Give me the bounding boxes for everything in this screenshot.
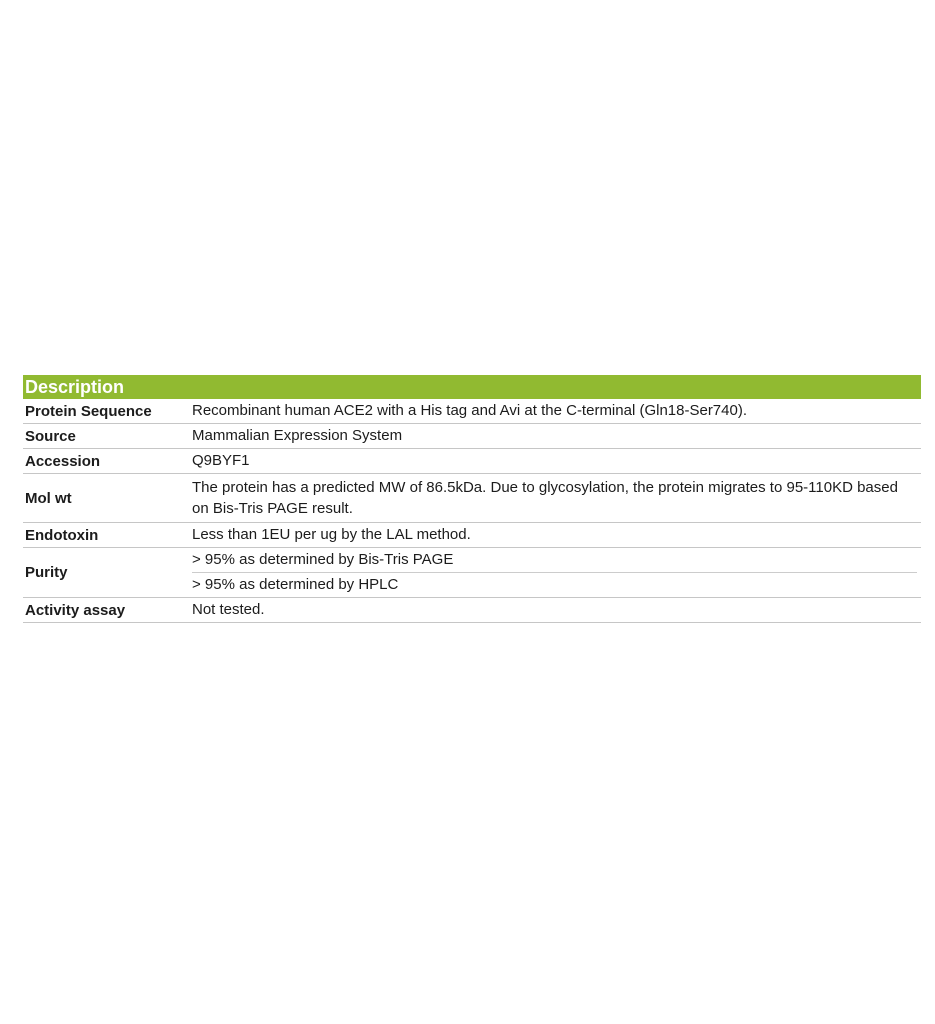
row-label: Activity assay: [25, 601, 126, 619]
description-table: [23, 375, 921, 623]
row-value: > 95% as determined by Bis-Tris PAGE: [192, 548, 917, 573]
description-table-header: Description: [23, 375, 921, 399]
row-value: The protein has a predicted MW of 86.5kDa. Due to glycosylation, the protein migrates to 95-110KD based on Bis-Tris PAGE result.: [192, 479, 898, 517]
row-label: Mol wt: [25, 489, 72, 507]
row-value-group: [192, 548, 921, 597]
row-value: Q9BYF1: [192, 452, 250, 469]
row-label: Protein Sequence: [25, 402, 152, 420]
table-row-protein-sequence: [23, 399, 921, 424]
table-row-purity: [23, 548, 921, 598]
row-value: Less than 1EU per ug by the LAL method.: [192, 526, 471, 543]
row-value: Mammalian Expression System: [192, 427, 403, 444]
table-row-accession: [23, 449, 921, 474]
row-value: Recombinant human ACE2 with a His tag and Avi at the C-terminal (Gln18-Ser740).: [192, 402, 747, 419]
row-value: Not tested.: [192, 601, 265, 618]
table-row-mol-wt: [23, 474, 921, 523]
row-label: Accession: [25, 452, 101, 470]
row-value: > 95% as determined by HPLC: [192, 576, 399, 593]
row-label: Endotoxin: [25, 526, 99, 544]
row-label: Source: [25, 427, 76, 445]
row-label: Purity: [25, 564, 68, 581]
table-row-endotoxin: [23, 523, 921, 548]
table-row-activity-assay: [23, 598, 921, 623]
table-row-source: [23, 424, 921, 449]
